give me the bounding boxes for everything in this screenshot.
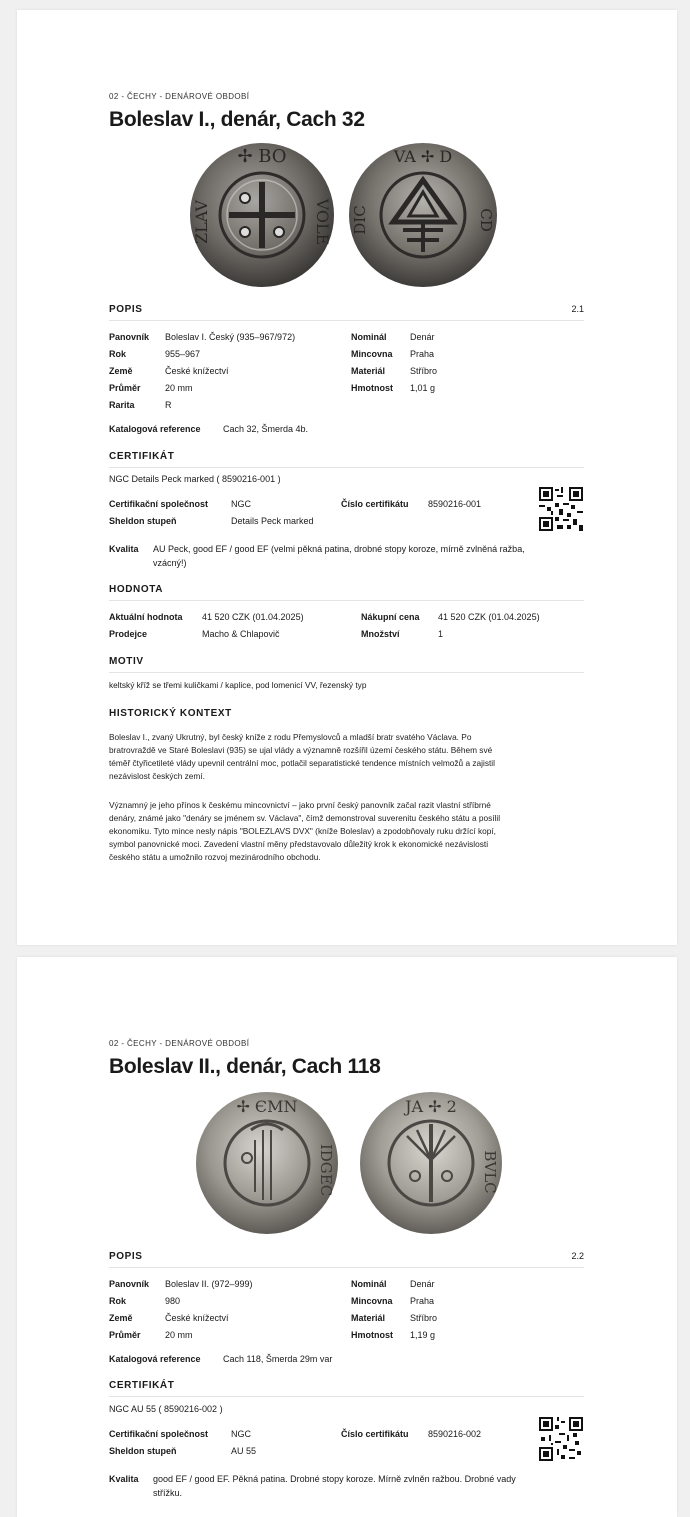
coin-reverse-image <box>347 140 499 290</box>
catalog-page-2 <box>17 957 677 1517</box>
coin-images <box>179 1090 519 1240</box>
label-material: Materiál <box>351 1313 386 1323</box>
value-nominal: Denár <box>410 1279 435 1289</box>
label-mincovna: Mincovna <box>351 349 393 359</box>
value-quality-line-1: AU Peck, good EF / good EF (velmi pěkná patina, drobné stopy koroze, mírně zvlněná ražba, <box>153 544 525 554</box>
section-heading-hodnota: HODNOTA <box>109 584 584 601</box>
value-cert-company: NGC <box>231 499 251 509</box>
value-zeme: České knížectví <box>165 366 229 376</box>
label-current-value: Aktuální hodnota <box>109 612 183 622</box>
value-rarita: R <box>165 400 172 410</box>
page-title: Boleslav I., denár, Cach 32 <box>109 108 365 131</box>
value-rok: 955–967 <box>165 349 201 359</box>
value-purchase-price: 41 520 CZK (01.04.2025) <box>438 612 540 622</box>
value-material: Stříbro <box>410 366 438 376</box>
label-prumer: Průměr <box>109 383 141 393</box>
value-quality-line-2: vzácný!) <box>153 558 187 568</box>
svg-text:✢ BO: ✢ BO <box>237 146 287 167</box>
value-zeme: České knížectví <box>165 1313 229 1323</box>
label-cert-number: Číslo certifikátu <box>341 499 409 509</box>
svg-text:JA ✢ 2: JA ✢ 2 <box>405 1097 457 1116</box>
value-catalog-reference: Cach 32, Šmerda 4b. <box>223 424 309 434</box>
label-quality: Kvalita <box>109 544 139 554</box>
qr-code-image[interactable] <box>539 487 583 531</box>
label-hmotnost: Hmotnost <box>351 1330 393 1340</box>
value-hmotnost: 1,01 g <box>410 383 436 393</box>
svg-text:CD: CD <box>477 208 495 232</box>
section-heading-certifikat: CERTIFIKÁT <box>109 451 584 468</box>
svg-text:BVLC: BVLC <box>481 1150 499 1194</box>
label-nominal: Nominál <box>351 332 387 342</box>
section-heading-popis: POPIS 2.2 <box>109 1251 584 1268</box>
context-paragraph-1: Boleslav I., zvaný Ukrutný, byl český kníže z rodu Přemyslovců a mladší bratr svatého Václava. Po bratrovraždě ve Staré Boleslavi (935) se ujal vlády a významně rozšířil území českého státu. Během své téměř čtyřicetileté vlády upevnil centrální moc, potlačil separatistické tendence místních velmožů a zajistil nezávislost českých zemí. <box>109 732 495 781</box>
label-seller: Prodejce <box>109 629 148 639</box>
coin-images <box>179 140 519 290</box>
coin-obverse-image <box>187 140 337 290</box>
value-catalog-reference: Cach 118, Šmerda 29m var <box>223 1354 333 1364</box>
value-panovnik: Boleslav I. Český (935–967/972) <box>165 332 296 342</box>
page-title: Boleslav II., denár, Cach 118 <box>109 1055 381 1078</box>
value-nominal: Denár <box>410 332 435 342</box>
label-panovnik: Panovník <box>109 332 150 342</box>
label-panovnik: Panovník <box>109 1279 150 1289</box>
value-cert-company: NGC <box>231 1429 251 1439</box>
label-rok: Rok <box>109 1296 127 1306</box>
motif-text: keltský kříž se třemi kuličkami / kaplice, pod lomenicí VV, řezenský typ <box>109 680 367 690</box>
label-catalog-reference: Katalogová reference <box>109 1354 201 1364</box>
label-purchase-price: Nákupní cena <box>361 612 420 622</box>
coin-reverse-image <box>357 1090 505 1236</box>
label-sheldon: Sheldon stupeň <box>109 516 177 526</box>
label-catalog-reference: Katalogová reference <box>109 424 201 434</box>
value-rok: 980 <box>165 1296 181 1306</box>
breadcrumb: 02 - ČECHY - DENÁROVÉ OBDOBÍ <box>109 1039 250 1048</box>
value-seller: Macho & Chlapovič <box>202 629 280 639</box>
label-rok: Rok <box>109 349 127 359</box>
value-prumer: 20 mm <box>165 383 193 393</box>
value-hmotnost: 1,19 g <box>410 1330 436 1340</box>
section-heading-certifikat: CERTIFIKÁT <box>109 1380 584 1397</box>
value-cert-number: 8590216-001 <box>428 499 482 509</box>
label-quality: Kvalita <box>109 1474 139 1484</box>
value-prumer: 20 mm <box>165 1330 193 1340</box>
label-mincovna: Mincovna <box>351 1296 393 1306</box>
label-sheldon: Sheldon stupeň <box>109 1446 177 1456</box>
label-cert-company: Certifikační společnost <box>109 499 209 509</box>
value-quality-line-1: good EF / good EF. Pěkná patina. Drobné stopy koroze. Mírně zvlněn ražbou. Drobné vady <box>153 1474 516 1484</box>
svg-text:✢ ЄMN: ✢ ЄMN <box>236 1097 298 1116</box>
label-rarita: Rarita <box>109 400 135 410</box>
entry-number: 2.1 <box>571 304 584 314</box>
label-zeme: Země <box>109 1313 133 1323</box>
qr-code-image[interactable] <box>539 1417 583 1461</box>
context-paragraph-2: Významný je jeho přínos k českému mincovnictví – jako první český panovník začal razit vlastní stříbrné denáry, známé jako "denáry se jménem sv. Václava", čímž demonstroval suverenitu českého státu a posílil ekonomiku. Tyto mince nesly nápis "BOLEZLAVS DVX" (kníže Boleslav) a zpodobňovaly ruku držící kopí, symbol panovnické moci. Zavedení vlastní měny představovalo důležitý krok k ekonomické nezávislosti českého státu a umožnilo rozvoj mezinárodního obchodu. <box>109 800 501 862</box>
breadcrumb: 02 - ČECHY - DENÁROVÉ OBDOBÍ <box>109 92 250 101</box>
svg-text:DIC: DIC <box>351 205 369 235</box>
label-prumer: Průměr <box>109 1330 141 1340</box>
section-heading-popis: POPIS 2.1 <box>109 304 584 321</box>
svg-text:ZLAV: ZLAV <box>192 199 211 245</box>
value-sheldon: AU 55 <box>231 1446 257 1456</box>
value-material: Stříbro <box>410 1313 438 1323</box>
section-heading-kontext: HISTORICKÝ KONTEXT <box>109 708 232 719</box>
section-heading-motiv: MOTIV <box>109 656 584 673</box>
value-quantity: 1 <box>438 629 444 639</box>
value-quality-line-2: střížku. <box>153 1488 183 1498</box>
label-cert-number: Číslo certifikátu <box>341 1429 409 1439</box>
catalog-page-1 <box>17 10 677 945</box>
label-material: Materiál <box>351 366 386 376</box>
value-panovnik: Boleslav II. (972–999) <box>165 1279 253 1289</box>
value-cert-number: 8590216-002 <box>428 1429 482 1439</box>
certificate-summary: NGC Details Peck marked ( 8590216-001 ) <box>109 474 281 484</box>
svg-text:VA ✢ D: VA ✢ D <box>393 147 453 166</box>
coin-obverse-image <box>193 1090 341 1236</box>
value-mincovna: Praha <box>410 1296 435 1306</box>
entry-number: 2.2 <box>571 1251 584 1261</box>
value-current-value: 41 520 CZK (01.04.2025) <box>202 612 304 622</box>
svg-text:IDGEC: IDGEC <box>317 1143 335 1197</box>
label-zeme: Země <box>109 366 133 376</box>
label-nominal: Nominál <box>351 1279 387 1289</box>
certificate-summary: NGC AU 55 ( 8590216-002 ) <box>109 1404 223 1414</box>
label-quantity: Množství <box>361 629 400 639</box>
value-mincovna: Praha <box>410 349 435 359</box>
label-hmotnost: Hmotnost <box>351 383 393 393</box>
svg-text:VOLE: VOLE <box>313 198 332 246</box>
value-sheldon: Details Peck marked <box>231 516 314 526</box>
label-cert-company: Certifikační společnost <box>109 1429 209 1439</box>
